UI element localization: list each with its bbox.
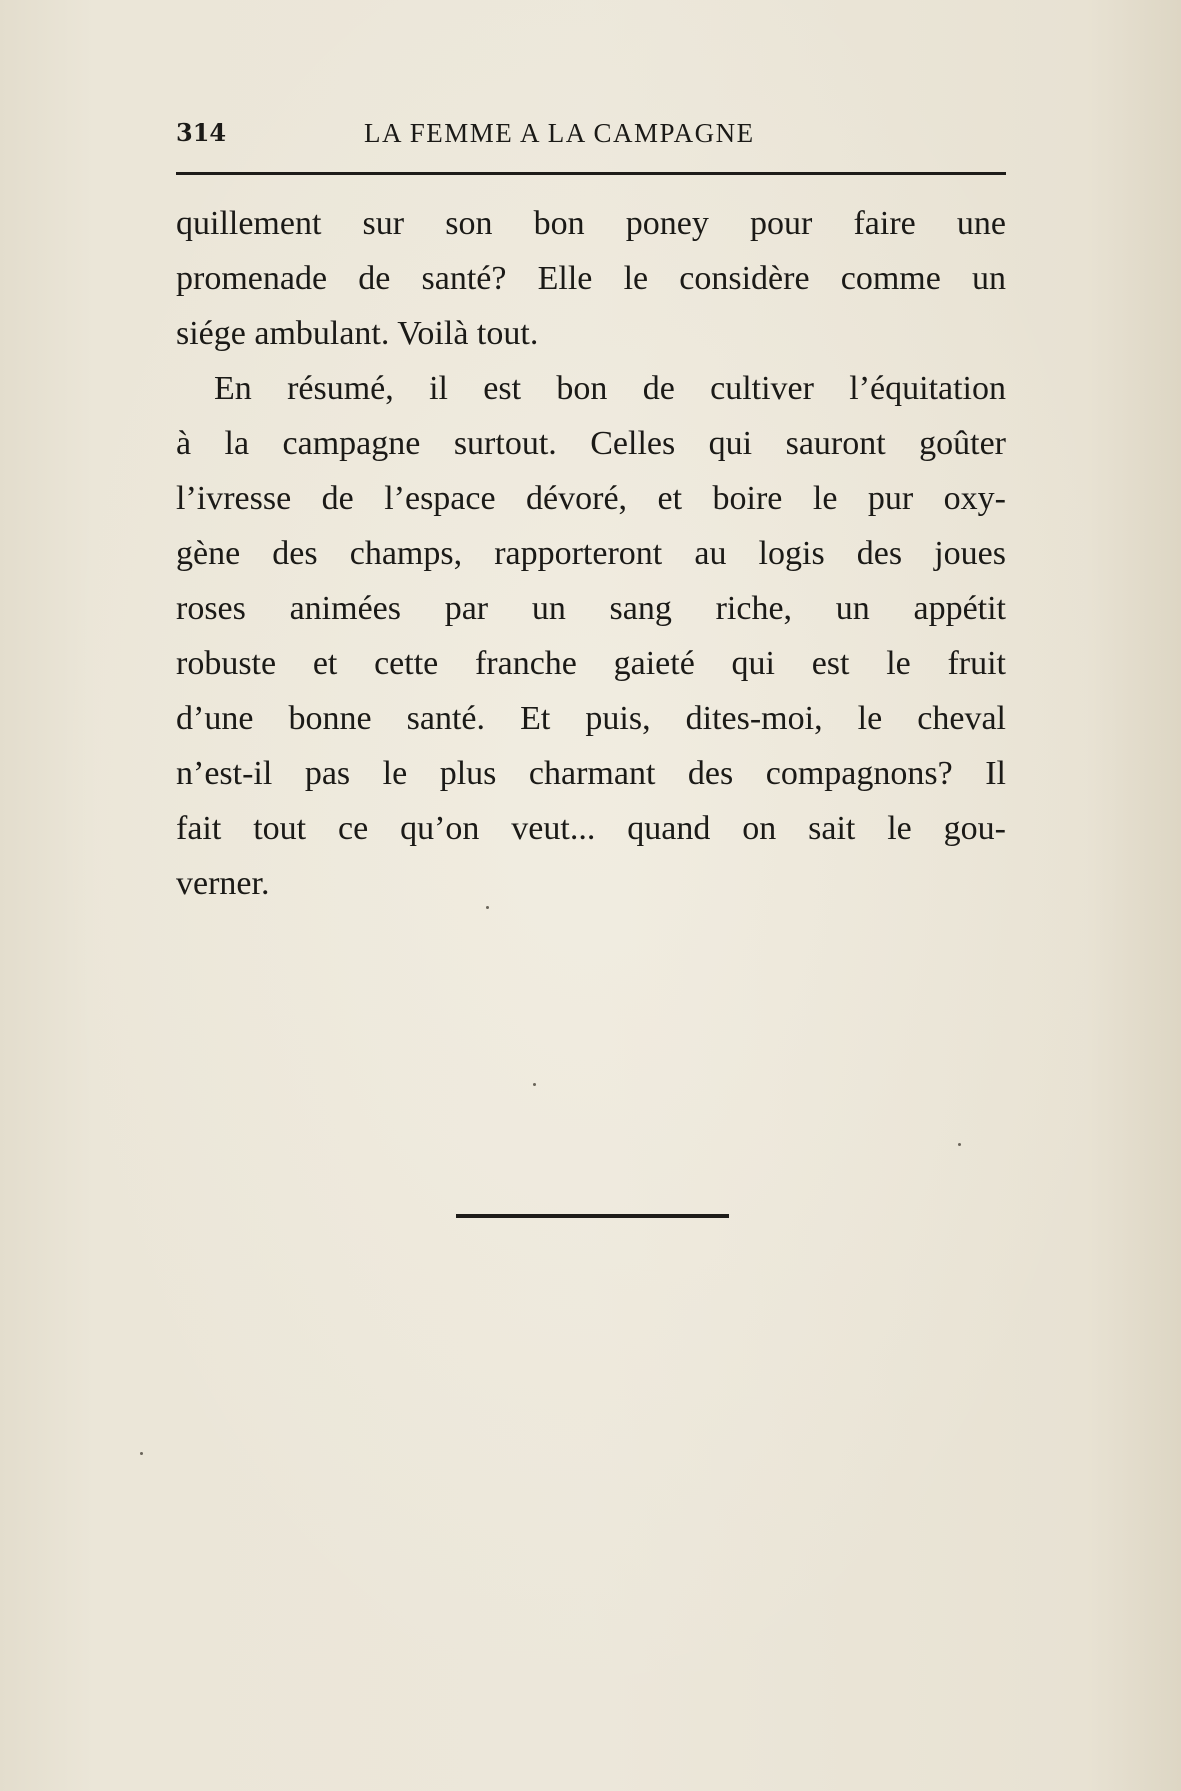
text-line: En résumé, il est bon de cultiver l’équitation xyxy=(214,370,1006,407)
header-rule xyxy=(176,172,1006,175)
text-line: quillement sur son bon poney pour faire une xyxy=(176,205,1006,242)
body-text xyxy=(176,196,1006,911)
text-line: promenade de santé? Elle le considère comme un xyxy=(176,260,1006,297)
text-line: robuste et cette franche gaieté qui est le fruit xyxy=(176,645,1006,682)
text-line: siége ambulant. Voilà tout. xyxy=(176,315,539,352)
text-line: verner. xyxy=(176,865,270,902)
text-line: l’ivresse de l’espace dévoré, et boire le pur oxy- xyxy=(176,480,1006,517)
page-number: 314 xyxy=(176,118,227,147)
running-head xyxy=(176,112,1006,152)
paper-speck xyxy=(140,1452,143,1455)
paper-speck xyxy=(486,906,489,909)
text-line: d’une bonne santé. Et puis, dites-moi, le cheval xyxy=(176,700,1006,737)
end-rule xyxy=(456,1214,729,1218)
text-line: gène des champs, rapporteront au logis des joues xyxy=(176,535,1006,572)
text-line: à la campagne surtout. Celles qui sauront goûter xyxy=(176,425,1006,462)
running-title: LA FEMME A LA CAMPAGNE xyxy=(364,118,755,148)
text-line: roses animées par un sang riche, un appétit xyxy=(176,590,1006,627)
text-line: n’est-il pas le plus charmant des compagnons? Il xyxy=(176,755,1006,792)
text-line: fait tout ce qu’on veut... quand on sait le gou- xyxy=(176,810,1006,847)
paper-speck xyxy=(533,1083,536,1086)
paper-speck xyxy=(958,1143,961,1146)
